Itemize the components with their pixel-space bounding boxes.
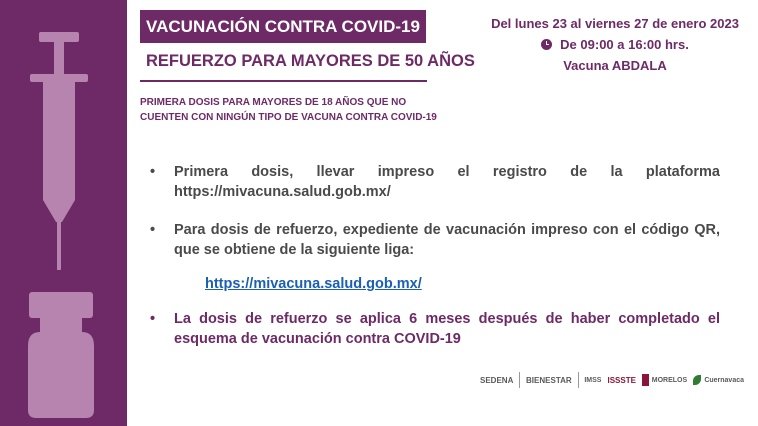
syringe-vial-illustration bbox=[0, 0, 127, 426]
clock-icon bbox=[541, 39, 552, 50]
logo-divider bbox=[578, 372, 579, 388]
vaccine-name: Vacuna ABDALA bbox=[563, 58, 667, 73]
imss-logo: IMSS bbox=[584, 376, 602, 384]
sidebar-panel bbox=[0, 0, 127, 426]
syringe-icon bbox=[30, 32, 88, 270]
list-item-text: Primera dosis, llevar impreso el registro de la plataforma https://mivacuna.salud.gob.mx/ bbox=[174, 164, 720, 200]
list-item bbox=[150, 220, 720, 260]
vial-icon bbox=[28, 292, 94, 418]
requirements-list bbox=[150, 162, 720, 349]
schedule-hours: De 09:00 a 16:00 hrs. bbox=[560, 37, 689, 52]
schedule-dates: Del lunes 23 al viernes 27 de enero 2023 bbox=[491, 16, 739, 31]
logo-divider bbox=[519, 372, 520, 388]
subtitle-divider bbox=[140, 80, 427, 82]
page-title: VACUNACIÓN CONTRA COVID-19 bbox=[140, 10, 426, 43]
issste-logo: ISSSTE bbox=[607, 375, 636, 385]
bienestar-logo: BIENESTAR bbox=[526, 375, 572, 385]
list-item bbox=[150, 309, 720, 349]
link-row bbox=[150, 274, 720, 294]
page-subtitle: REFUERZO PARA MAYORES DE 50 AÑOS bbox=[146, 52, 475, 70]
leaf-icon bbox=[693, 375, 701, 385]
morelos-logo: MORELOS bbox=[651, 376, 688, 384]
morelos-emblem-icon bbox=[642, 374, 649, 386]
sponsor-logos bbox=[480, 367, 750, 393]
bullet-marker: • bbox=[150, 222, 156, 238]
bullet-marker: • bbox=[150, 164, 156, 180]
list-item-text: La dosis de refuerzo se aplica 6 meses después de haber completado el esquema de vacunación contra COVID-19 bbox=[174, 311, 720, 347]
list-item-text: Para dosis de refuerzo, expediente de vacunación impreso con el código QR, que se obtiene de la siguiente liga: bbox=[174, 222, 720, 258]
first-dose-note: PRIMERA DOSIS PARA MAYORES DE 18 AÑOS QUE NO CUENTEN CON NINGÚN TIPO DE VACUNA CONTRA COVID-19 bbox=[140, 97, 437, 123]
sedena-logo: SEDENA bbox=[480, 375, 514, 385]
cuernavaca-logo: Cuernavaca bbox=[704, 376, 745, 384]
schedule-block bbox=[470, 13, 758, 76]
list-item bbox=[150, 162, 720, 202]
mivacuna-link[interactable]: https://mivacuna.salud.gob.mx/ bbox=[205, 276, 422, 292]
bullet-marker: • bbox=[150, 311, 156, 327]
